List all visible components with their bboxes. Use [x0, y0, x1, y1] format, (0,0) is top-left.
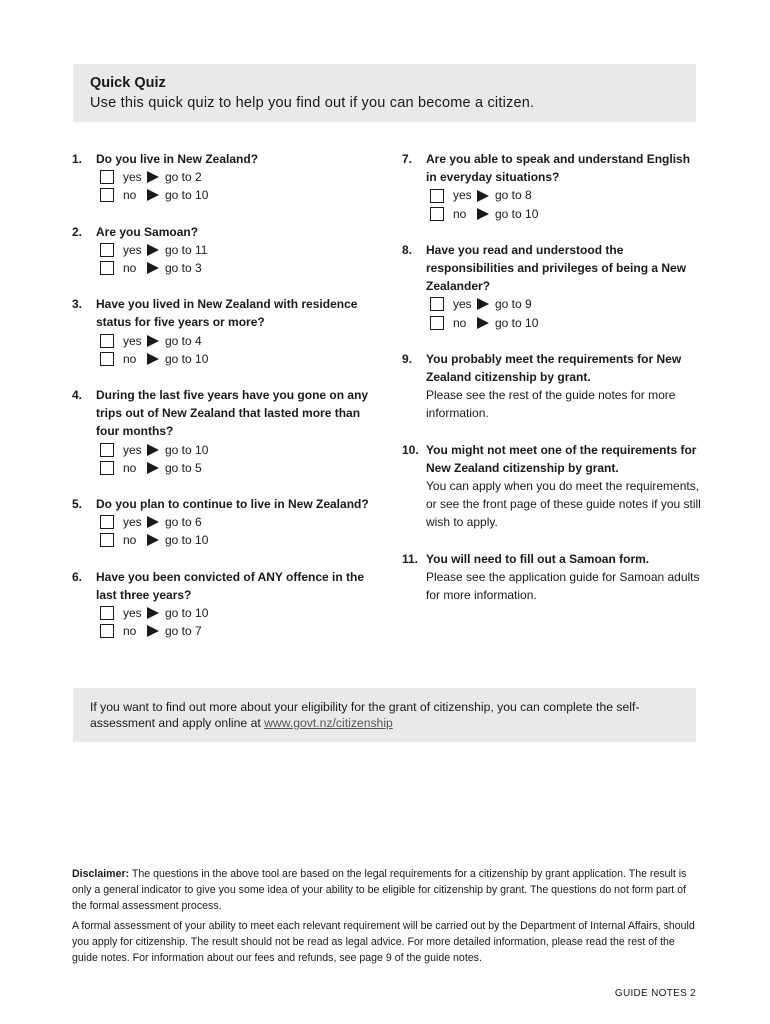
questions-left-column	[72, 150, 372, 640]
page-footer: GUIDE NOTES 2	[614, 988, 696, 999]
answer-label: yes	[123, 242, 142, 257]
answer-checkbox[interactable]	[100, 443, 114, 457]
answer-option-yes	[96, 168, 372, 186]
answer-label: no	[123, 460, 137, 475]
answer-label: no	[453, 206, 467, 221]
arrow-right-icon	[477, 190, 489, 202]
quiz-question	[402, 550, 702, 605]
goto-instruction: go to 10	[165, 605, 209, 620]
quiz-question	[72, 223, 372, 278]
answer-option-no	[96, 259, 372, 277]
goto-instruction: go to 7	[165, 624, 202, 639]
answer-checkbox[interactable]	[100, 515, 114, 529]
question-note: Please see the application guide for Samoan adults for more information.	[426, 569, 700, 602]
question-note: Please see the rest of the guide notes for more information.	[426, 388, 676, 421]
answer-option-yes	[96, 241, 372, 259]
answer-option-yes	[96, 604, 372, 622]
goto-instruction: go to 10	[495, 315, 539, 330]
question-number: 1.	[72, 152, 83, 166]
question-text: Are you Samoan?	[96, 224, 199, 239]
quiz-title: Quick Quiz	[90, 75, 166, 91]
arrow-right-icon	[477, 317, 489, 329]
arrow-right-icon	[147, 607, 159, 619]
question-number: 9.	[402, 351, 413, 366]
question-text: You will need to fill out a Samoan form.	[426, 551, 650, 566]
answer-checkbox[interactable]	[100, 461, 114, 475]
goto-instruction: go to 2	[165, 170, 202, 185]
question-number: 2.	[72, 224, 83, 239]
quiz-question	[402, 150, 702, 223]
answer-checkbox[interactable]	[100, 334, 114, 348]
answer-label: yes	[123, 605, 142, 620]
answer-checkbox[interactable]	[100, 243, 114, 257]
question-number: 7.	[402, 152, 413, 166]
answer-option-no	[426, 205, 702, 223]
question-number: 6.	[72, 569, 83, 584]
answer-label: no	[123, 533, 137, 548]
answer-checkbox[interactable]	[430, 297, 444, 311]
question-text: Do you plan to continue to live in New Zealand?	[96, 496, 369, 511]
arrow-right-icon	[147, 462, 159, 474]
question-text: Are you able to speak and understand English in everyday situations?	[426, 152, 691, 185]
answer-label: no	[453, 315, 467, 330]
question-text: During the last five years have you gone on any trips out of New Zealand that lasted more than four months?	[96, 387, 369, 439]
disclaimer-paragraph-2: A formal assessment of your ability to meet each relevant requirement will be carried out by the Department of Internal Affairs, should you apply for citizenship. The result should not be read as legal advice. For more detailed information, please read the rest of the guide notes. For information about our fees and refunds, see page 9 of the guide notes.	[72, 919, 695, 965]
goto-instruction: go to 10	[165, 351, 209, 366]
quiz-subtitle: Use this quick quiz to help you find out if you can become a citizen.	[90, 95, 535, 111]
arrow-right-icon	[147, 534, 159, 546]
answer-checkbox[interactable]	[430, 207, 444, 221]
answer-option-no	[96, 350, 372, 368]
answer-option-yes	[96, 441, 372, 459]
answer-label: yes	[123, 333, 142, 348]
goto-instruction: go to 10	[165, 533, 209, 548]
answer-label: no	[123, 624, 137, 639]
goto-instruction: go to 9	[495, 297, 532, 312]
arrow-right-icon	[147, 171, 159, 183]
answer-checkbox[interactable]	[100, 624, 114, 638]
quiz-question	[402, 441, 702, 532]
question-number: 10.	[402, 442, 419, 457]
question-number: 8.	[402, 242, 413, 257]
question-text: Have you read and understood the responsibilities and privileges of being a New Zealander?	[426, 242, 687, 294]
quiz-question	[72, 295, 372, 368]
quiz-question	[72, 150, 372, 205]
question-text: Do you live in New Zealand?	[96, 152, 259, 166]
answer-option-no	[96, 459, 372, 477]
answer-option-yes	[426, 186, 702, 204]
question-number: 11.	[402, 551, 419, 566]
goto-instruction: go to 3	[165, 260, 202, 275]
question-number: 3.	[72, 297, 83, 312]
arrow-right-icon	[147, 625, 159, 637]
answer-option-no	[96, 186, 372, 204]
arrow-right-icon	[147, 516, 159, 528]
answer-option-no	[96, 531, 372, 549]
arrow-right-icon	[147, 244, 159, 256]
arrow-right-icon	[147, 353, 159, 365]
quiz-question	[72, 568, 372, 641]
disclaimer-label: Disclaimer:	[72, 868, 130, 880]
arrow-right-icon	[147, 444, 159, 456]
goto-instruction: go to 6	[165, 515, 202, 530]
answer-label: yes	[123, 170, 142, 185]
goto-instruction: go to 8	[495, 188, 532, 203]
disclaimer-paragraph-1	[72, 866, 702, 915]
arrow-right-icon	[477, 208, 489, 220]
goto-instruction: go to 5	[165, 460, 202, 475]
answer-label: yes	[453, 297, 472, 312]
quiz-question	[402, 350, 702, 423]
goto-instruction: go to 10	[165, 188, 209, 203]
answer-checkbox[interactable]	[100, 533, 114, 547]
arrow-right-icon	[477, 298, 489, 310]
answer-label: yes	[123, 515, 142, 530]
online-info-text: If you want to find out more about your eligibility for the grant of citizenship, you can complete the self-assessment and apply online at	[90, 700, 640, 730]
quiz-question	[72, 495, 372, 550]
question-text: You might not meet one of the requirements for New Zealand citizenship by grant.	[426, 442, 697, 475]
answer-label: yes	[453, 188, 472, 203]
arrow-right-icon	[147, 262, 159, 274]
quiz-question	[72, 386, 372, 477]
goto-instruction: go to 10	[495, 206, 539, 221]
answer-label: yes	[123, 442, 142, 457]
answer-option-yes	[96, 513, 372, 531]
goto-instruction: go to 10	[165, 442, 209, 457]
goto-instruction: go to 4	[165, 333, 202, 348]
answer-option-yes	[96, 332, 372, 350]
question-note: You can apply when you do meet the requirements, or see the front page of these guide notes if you still wish to apply.	[426, 478, 701, 530]
disclaimer	[72, 866, 702, 969]
answer-checkbox[interactable]	[430, 316, 444, 330]
quiz-question	[402, 241, 702, 332]
question-text: Have you lived in New Zealand with residence status for five years or more?	[96, 297, 358, 330]
answer-checkbox[interactable]	[100, 170, 114, 184]
answer-checkbox[interactable]	[430, 189, 444, 203]
questions-right-column	[402, 150, 702, 604]
answer-option-yes	[426, 295, 702, 313]
answer-checkbox[interactable]	[100, 261, 114, 275]
answer-label: no	[123, 351, 137, 366]
question-text: You probably meet the requirements for New Zealand citizenship by grant.	[426, 351, 682, 384]
answer-checkbox[interactable]	[100, 352, 114, 366]
disclaimer-text-1: The questions in the above tool are based on the legal requirements for a citizenship by grant application. The result is only a general indicator to give you some idea of your ability to be eligible for citizenship by grant. The questions do not form part of the formal assessment process.	[72, 868, 687, 913]
arrow-right-icon	[147, 189, 159, 201]
answer-label: no	[123, 260, 137, 275]
arrow-right-icon	[147, 335, 159, 347]
answer-label: no	[123, 188, 137, 203]
question-number: 5.	[72, 496, 83, 511]
goto-instruction: go to 11	[165, 242, 208, 257]
answer-option-no	[426, 314, 702, 332]
answer-option-no	[96, 622, 372, 640]
online-info-box	[73, 688, 696, 742]
answer-checkbox[interactable]	[100, 606, 114, 620]
answer-checkbox[interactable]	[100, 188, 114, 202]
question-number: 4.	[72, 387, 83, 402]
citizenship-link[interactable]: www.govt.nz/citizenship	[264, 716, 393, 730]
question-text: Have you been convicted of ANY offence in the last three years?	[96, 569, 365, 602]
quiz-header	[73, 64, 696, 122]
